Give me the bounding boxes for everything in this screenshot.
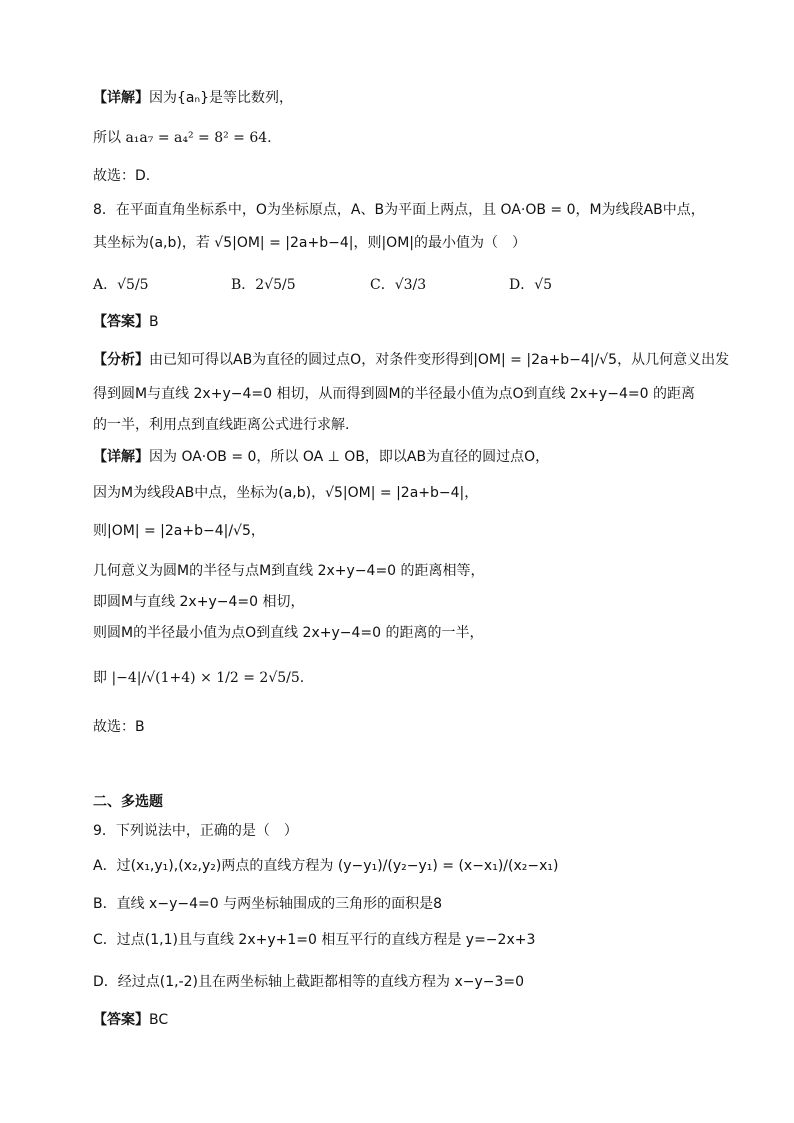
analysis-text-1: 由已知可得以AB为直径的圆过点O，对条件变形得到|OM| = |2a+b−4|/√5，从几何意义出发 (149, 352, 730, 368)
section-heading: 二、多选题 (93, 794, 163, 810)
q8-detail-line7: 即 |−4|/√(1+4) × 1/2 = 2√5/5. (93, 670, 305, 686)
q9-option-b: B．直线 x−y−4=0 与两坐标轴围成的三角形的面积是8 (93, 896, 442, 912)
q8-stem-line1: 8．在平面直角坐标系中，O为坐标原点，A、B为平面上两点，且 OA·OB = 0，M为线段AB中点， (93, 202, 705, 218)
q9-option-a: A．过(x₁,y₁),(x₂,y₂)两点的直线方程为 (y−y₁)/(y₂−y₁) = (x−x₁)/(x₂−x₁) (93, 858, 559, 874)
q8-answer (93, 312, 159, 332)
q8-detail-line2: 因为M为线段AB中点，坐标为(a,b)，√5|OM| = |2a+b−4|， (93, 485, 479, 501)
p3: 故选：D. (93, 168, 151, 184)
q8-stem-line2: 其坐标为(a,b)，若 √5|OM| = |2a+b−4|，则|OM|的最小值为（ ） (93, 235, 526, 251)
answer-value-2: BC (149, 1012, 169, 1028)
detail-tag: 【详解】 (93, 90, 149, 106)
analysis-tag: 【分析】 (93, 352, 149, 368)
q8-detail-line4: 几何意义为圆M的半径与点M到直线 2x+y−4=0 的距离相等， (93, 563, 485, 579)
q8-detail-line6: 则圆M的半径最小值为点O到直线 2x+y−4=0 的距离的一半， (93, 625, 484, 641)
q9-option-d: D．经过点(1,-2)且在两坐标轴上截距都相等的直线方程为 x−y−3=0 (93, 974, 525, 990)
q8-option-b: B．2√5/5 (231, 277, 296, 293)
q8-detail-line1 (93, 447, 549, 467)
detail-text-1: 因为 OA·OB = 0，所以 OA ⊥ OB，即以AB为直径的圆过点O， (149, 449, 550, 465)
q8-option-a: A．√5/5 (93, 277, 149, 293)
answer-tag: 【答案】 (93, 314, 149, 330)
q8-final: 故选：B (93, 719, 145, 735)
answer-tag-2: 【答案】 (93, 1012, 149, 1028)
q8-analysis-line1 (93, 350, 729, 370)
p1 (93, 88, 293, 108)
q8-detail-line3: 则|OM| = |2a+b−4|/√5， (93, 523, 265, 539)
q8-analysis-line3: 的一半，利用点到直线距离公式进行求解. (93, 417, 350, 433)
detail-tag-2: 【详解】 (93, 449, 149, 465)
q8-option-d: D．√5 (509, 277, 553, 293)
q8-detail-line5: 即圆M与直线 2x+y−4=0 相切， (93, 594, 305, 610)
q9-answer (93, 1010, 168, 1030)
p2: 所以 a₁a₇ = a₄² = 8² = 64. (93, 130, 272, 146)
q9-option-c: C．过点(1,1)且与直线 2x+y+1=0 相互平行的直线方程是 y=−2x+3 (93, 932, 536, 948)
q8-analysis-line2: 得到圆M与直线 2x+y−4=0 相切，从而得到圆M的半径最小值为点O到直线 2x+y−4=0 的距离 (93, 386, 695, 402)
answer-value: B (149, 314, 159, 330)
p1-text: 因为{aₙ}是等比数列， (149, 90, 293, 106)
q9-stem: 9．下列说法中，正确的是（ ） (93, 823, 298, 839)
q8-option-c: C．√3/3 (370, 277, 427, 293)
